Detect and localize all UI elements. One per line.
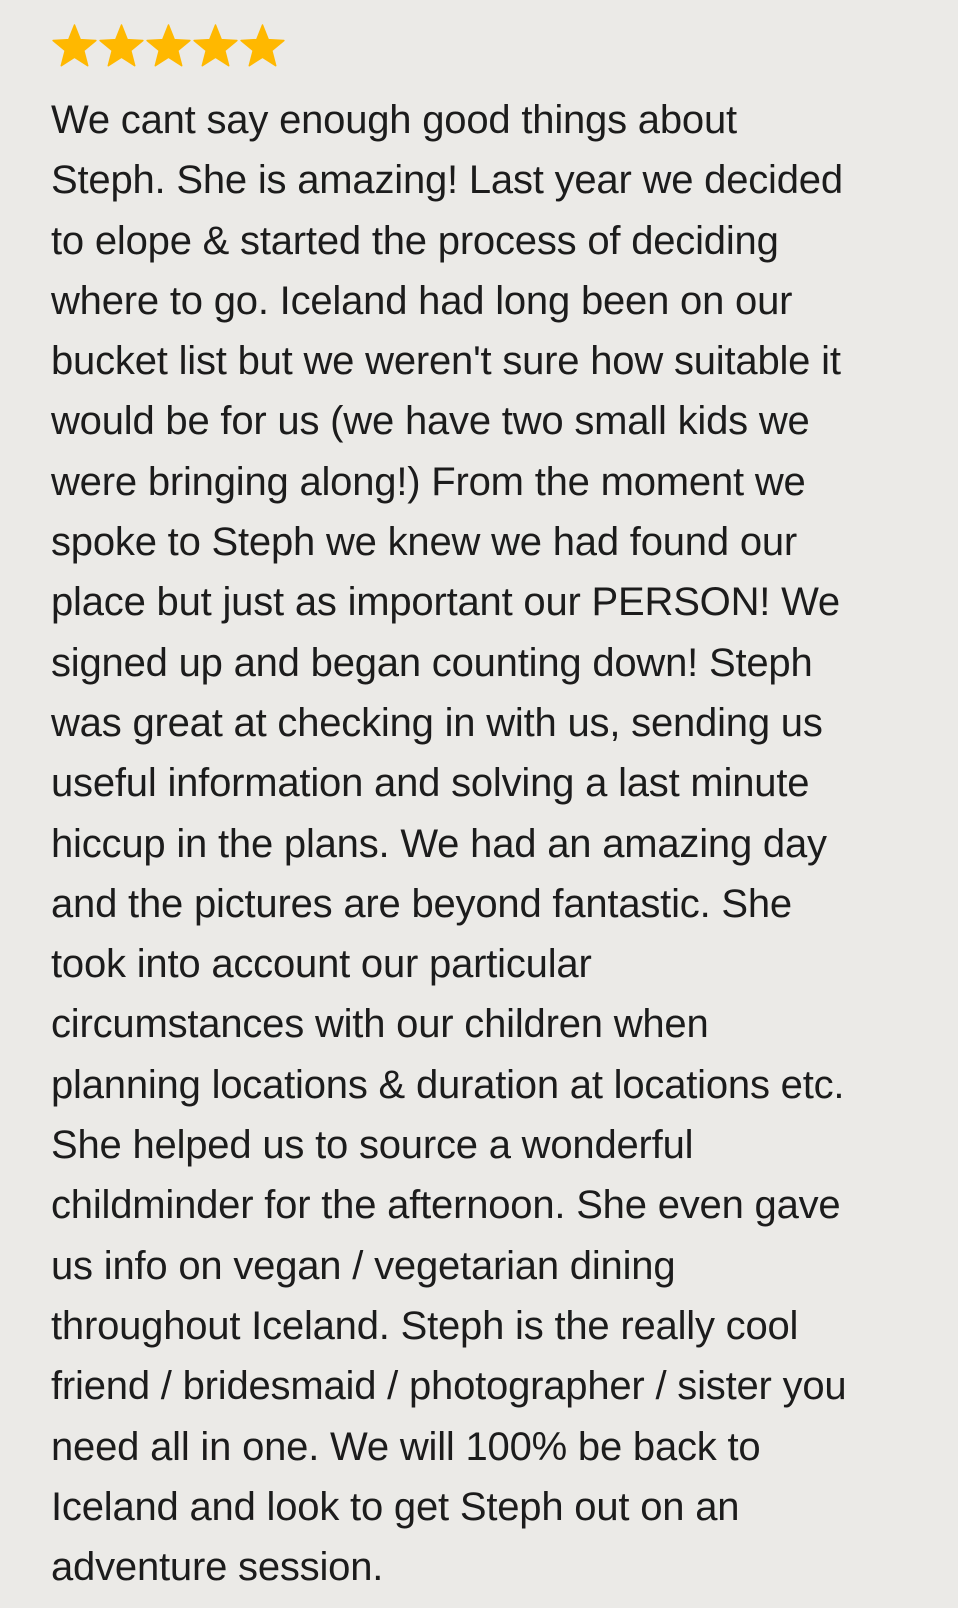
review-text: We cant say enough good things about Steph. She is amazing! Last year we decided to elope & started the process of deciding where to go. Iceland had long been on our bucket list but we weren't sure how suitable it would be for us (we have two small kids we were bringing along!) From the moment we spoke to Steph we knew we had found our place but just as important our PERSON! We signed up and began counting down! Steph was great at checking in with us, sending us useful information and solving a last minute hiccup in the plans. We had an amazing day and the pictures are beyond fantastic. She took into account our particular circumstances with our children when planning locations & duration at locations etc. She helped us to source a wonderful childminder for the afternoon. She even gave us info on vegan / vegetarian dining throughout Iceland. Steph is the really cool friend / bridesmaid / photographer / sister you need all in one. We will 100% be back to Iceland and look to get Steph out on an adventure session.: [51, 98, 847, 1590]
star-icon: [192, 23, 239, 70]
star-icon: [98, 23, 145, 70]
review-card: [51, 22, 931, 1597]
star-icon: [51, 23, 98, 70]
star-rating: [51, 22, 931, 70]
star-icon: [239, 23, 286, 70]
star-icon: [145, 23, 192, 70]
